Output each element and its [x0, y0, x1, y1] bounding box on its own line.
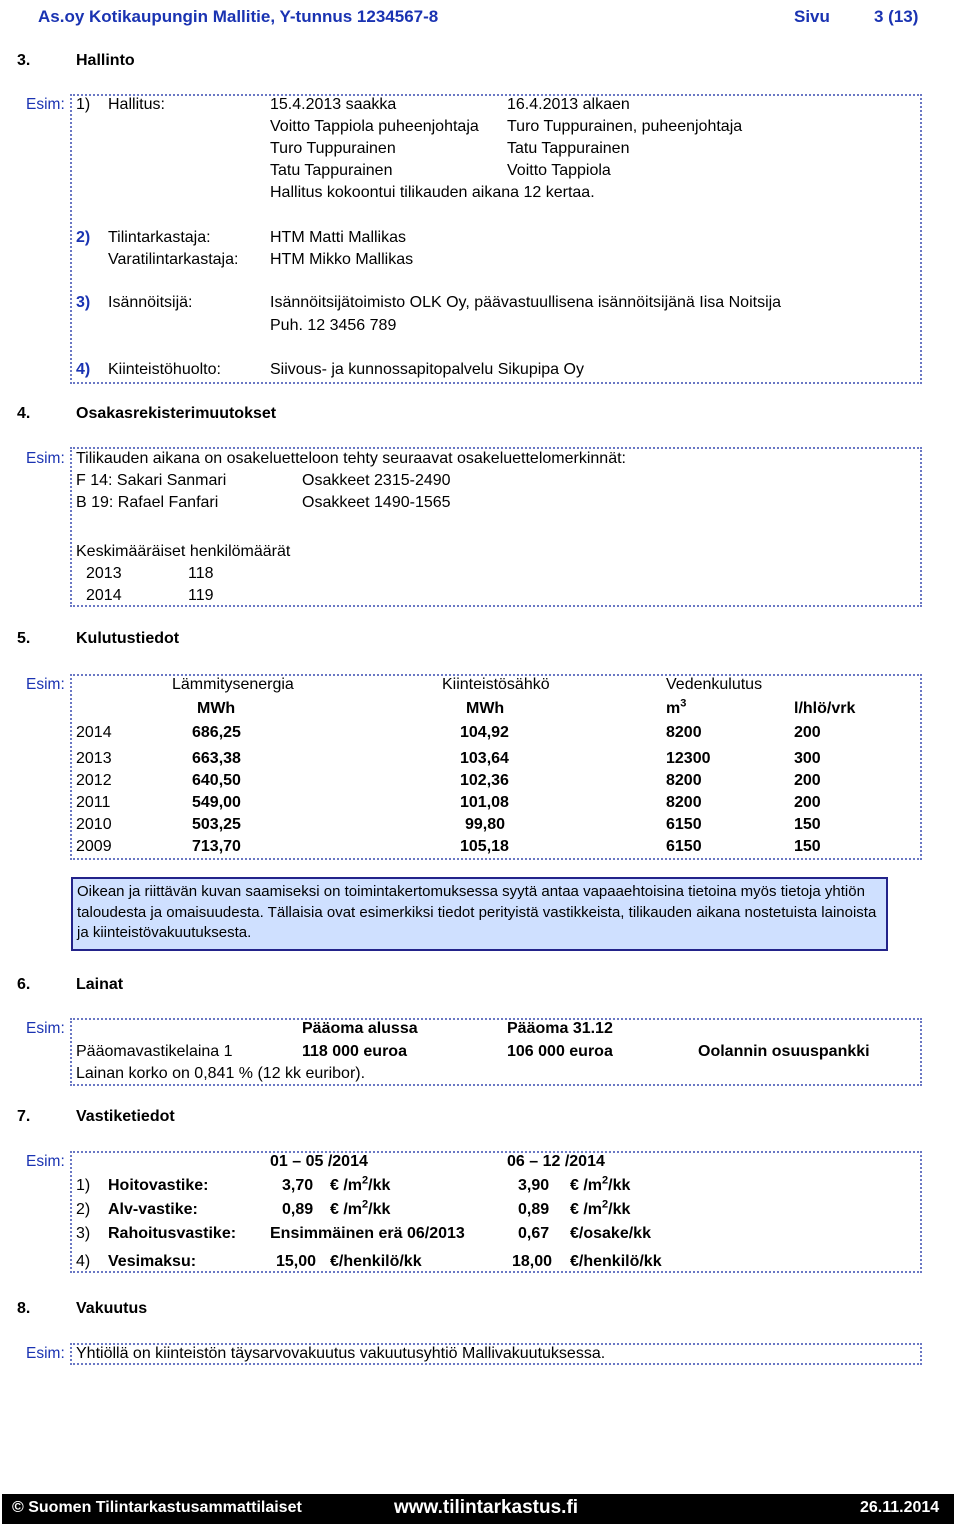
consumption-year: 2014: [76, 724, 112, 741]
avg-value-1: 118: [188, 565, 214, 582]
unit-per-person: l/hlö/vrk: [794, 700, 856, 717]
col-heading-electricity: Kiinteistösähkö: [442, 676, 550, 693]
hallitus-number: 1): [76, 96, 91, 113]
section-7-number: 7.: [17, 1108, 31, 1125]
consumption-heat: 686,25: [192, 724, 241, 741]
consumption-per-person: 200: [794, 772, 821, 789]
consumption-heat: 549,00: [192, 794, 241, 811]
vastike-2-label: Alv-vastike:: [108, 1201, 198, 1218]
unit-heat: MWh: [197, 700, 236, 717]
isannoitsija-number: 3): [76, 294, 91, 311]
vastike-4-unit-1: €/henkilö/kk: [330, 1253, 422, 1270]
section-3-title: Hallinto: [76, 52, 135, 69]
section-6-title: Lainat: [76, 976, 124, 993]
unit-electricity: MWh: [466, 700, 505, 717]
loan-heading-start: Pääoma alussa: [302, 1020, 418, 1037]
osakeluettelo-intro: Tilikauden aikana on osakeluetteloon tehty seuraavat osakeluettelomerkinnät:: [76, 450, 626, 467]
info-note-box: Oikean ja riittävän kuvan saamiseksi on toimintakertomuksessa syytä antaa vapaaehtoisina tietoina myös tietoja yhtiön taloudesta ja omaisuudesta. Tällaisia ovat esimerkiksi tiedot perityistä vastikkeista, tilikauden aikana nostetuista lainoista ja kiinteistövakuutuksesta.: [71, 877, 888, 951]
vastike-2-number: 2): [76, 1201, 91, 1218]
hallitus-col1-row1: Voitto Tappiola puheenjohtaja: [270, 118, 479, 135]
loan-name: Pääomavastikelaina 1: [76, 1043, 233, 1060]
consumption-water: 6150: [666, 838, 702, 855]
section-8-number: 8.: [17, 1300, 31, 1317]
section-3-number: 3.: [17, 52, 31, 69]
consumption-electricity: 101,08: [460, 794, 509, 811]
loan-bank: Oolannin osuuspankki: [698, 1043, 870, 1060]
shareholder-2-name: B 19: Rafael Fanfari: [76, 494, 219, 511]
consumption-per-person: 150: [794, 816, 821, 833]
consumption-heat: 503,25: [192, 816, 241, 833]
hallitus-col2-row1: Turo Tuppurainen, puheenjohtaja: [507, 118, 743, 135]
vastike-4-number: 4): [76, 1253, 91, 1270]
consumption-year: 2012: [76, 772, 112, 789]
consumption-water: 8200: [666, 794, 702, 811]
vastike-2-value-1: 0,89: [282, 1201, 314, 1218]
vastike-3-number: 3): [76, 1225, 91, 1242]
shareholder-1-shares: Osakkeet 2315-2490: [302, 472, 451, 489]
consumption-electricity: 102,36: [460, 772, 509, 789]
vastike-1-value-1: 3,70: [282, 1177, 314, 1194]
vastike-1-number: 1): [76, 1177, 91, 1194]
consumption-heat: 640,50: [192, 772, 241, 789]
isannoitsija-phone: Puh. 12 3456 789: [270, 317, 397, 334]
page-label: Sivu: [794, 7, 830, 26]
loan-end-amount: 106 000 euroa: [507, 1043, 613, 1060]
vastike-1-value-2: 3,90: [518, 1177, 550, 1194]
tilintarkastaja-value: HTM Matti Mallikas: [270, 229, 407, 246]
hallitus-col2-row2: Tatu Tappurainen: [507, 140, 630, 157]
kiinteistohuolto-number: 4): [76, 361, 91, 378]
vastike-3-label: Rahoitusvastike:: [108, 1225, 237, 1242]
hallitus-col1-row2: Turo Tuppurainen: [270, 140, 396, 157]
tilintarkastaja-number: 2): [76, 229, 91, 246]
col-heading-heat: Lämmitysenergia: [172, 676, 294, 693]
hallitus-col2-heading: 16.4.2013 alkaen: [507, 96, 630, 113]
footer-organisation: © Suomen Tilintarkastusammattilaiset: [12, 1499, 302, 1516]
section-4-number: 4.: [17, 405, 31, 422]
section-6-number: 6.: [17, 976, 31, 993]
footer-website-link[interactable]: www.tilintarkastus.fi: [394, 1497, 579, 1518]
avg-year-2: 2014: [86, 587, 122, 604]
vastike-4-value-2: 18,00: [512, 1253, 553, 1270]
hallitus-col1-heading: 15.4.2013 saakka: [270, 96, 397, 113]
avg-value-2: 119: [188, 587, 214, 604]
vastike-1-label: Hoitovastike:: [108, 1177, 209, 1194]
period-2-heading: 06 – 12 /2014: [507, 1153, 605, 1170]
esim-label-5: Esim:: [26, 676, 65, 693]
consumption-per-person: 150: [794, 838, 821, 855]
kiinteistohuolto-value: Siivous- ja kunnossapitopalvelu Sikupipa Oy: [270, 361, 584, 378]
varatilintarkastaja-label: Varatilintarkastaja:: [108, 251, 239, 268]
consumption-electricity: 103,64: [460, 750, 509, 767]
consumption-year: 2013: [76, 750, 112, 767]
consumption-year: 2009: [76, 838, 112, 855]
footer-bar: [2, 1494, 954, 1524]
consumption-electricity: 105,18: [460, 838, 509, 855]
section-5-title: Kulutustiedot: [76, 630, 180, 647]
isannoitsija-label: Isännöitsijä:: [108, 294, 193, 311]
section-7-title: Vastiketiedot: [76, 1108, 175, 1125]
esim-label-6: Esim:: [26, 1020, 65, 1037]
vastike-3-unit-2: €/osake/kk: [570, 1225, 651, 1242]
unit-water: $m^3$: [666, 697, 687, 717]
loan-interest-rate: Lainan korko on 0,841 % (12 kk euribor).: [76, 1065, 366, 1082]
vastike-3-value-2: 0,67: [518, 1225, 550, 1242]
consumption-electricity: 99,80: [465, 816, 506, 833]
consumption-year: 2010: [76, 816, 112, 833]
vastike-4-label: Vesimaksu:: [108, 1253, 197, 1270]
vastike-4-unit-2: €/henkilö/kk: [570, 1253, 662, 1270]
col-heading-water: Vedenkulutus: [666, 676, 763, 693]
page-number: 3 (13): [874, 7, 919, 26]
loan-heading-end: Pääoma 31.12: [507, 1020, 613, 1037]
section-8-title: Vakuutus: [76, 1300, 148, 1317]
avg-year-1: 2013: [86, 565, 122, 582]
vastike-4-value-1: 15,00: [276, 1253, 317, 1270]
vastike-2-unit-1: € $/m^2/kk$: [330, 1198, 391, 1218]
period-1-heading: 01 – 05 /2014: [270, 1153, 368, 1170]
esim-label-3: Esim:: [26, 96, 65, 113]
isannoitsija-value: Isännöitsijätoimisto OLK Oy, päävastuullisena isännöitsijänä Iisa Noitsija: [270, 294, 782, 311]
hallitus-label: Hallitus:: [108, 96, 165, 113]
section-4-title: Osakasrekisterimuutokset: [76, 405, 277, 422]
consumption-water: 8200: [666, 772, 702, 789]
consumption-water: 6150: [666, 816, 702, 833]
vastike-1-unit-2: € $/m^2/kk$: [570, 1174, 631, 1194]
shareholder-1-name: F 14: Sakari Sanmari: [76, 472, 227, 489]
esim-label-7: Esim:: [26, 1153, 65, 1170]
document-header-title: As.oy Kotikaupungin Mallitie, Y-tunnus 1234567-8: [38, 7, 439, 26]
hallitus-col2-row3: Voitto Tappiola: [507, 162, 611, 179]
consumption-per-person: 200: [794, 794, 821, 811]
loan-start-amount: 118 000 euroa: [302, 1043, 407, 1060]
consumption-per-person: 300: [794, 750, 821, 767]
hallitus-col1-row3: Tatu Tappurainen: [270, 162, 393, 179]
esim-label-8: Esim:: [26, 1345, 65, 1362]
insurance-text: Yhtiöllä on kiinteistön täysarvovakuutus vakuutusyhtiö Mallivakuutuksessa.: [76, 1345, 606, 1362]
vastike-2-unit-2: € $/m^2/kk$: [570, 1198, 631, 1218]
footer-date: 26.11.2014: [860, 1499, 940, 1516]
section-5-number: 5.: [17, 630, 31, 647]
tilintarkastaja-label: Tilintarkastaja:: [108, 229, 211, 246]
consumption-water: 8200: [666, 724, 702, 741]
vastike-3-value-1: Ensimmäinen erä 06/2013: [270, 1225, 465, 1242]
vastike-2-value-2: 0,89: [518, 1201, 550, 1218]
consumption-electricity: 104,92: [460, 724, 509, 741]
consumption-per-person: 200: [794, 724, 821, 741]
esim-label-4: Esim:: [26, 450, 65, 467]
kiinteistohuolto-label: Kiinteistöhuolto:: [108, 361, 221, 378]
vastike-1-unit-1: € $/m^2/kk$: [330, 1174, 391, 1194]
consumption-heat: 713,70: [192, 838, 241, 855]
consumption-heat: 663,38: [192, 750, 241, 767]
average-persons-title: Keskimääräiset henkilömäärät: [76, 543, 291, 560]
hallitus-meetings: Hallitus kokoontui tilikauden aikana 12 kertaa.: [270, 184, 595, 201]
varatilintarkastaja-value: HTM Mikko Mallikas: [270, 251, 414, 268]
consumption-year: 2011: [76, 794, 111, 811]
consumption-water: 12300: [666, 750, 711, 767]
shareholder-2-shares: Osakkeet 1490-1565: [302, 494, 451, 511]
